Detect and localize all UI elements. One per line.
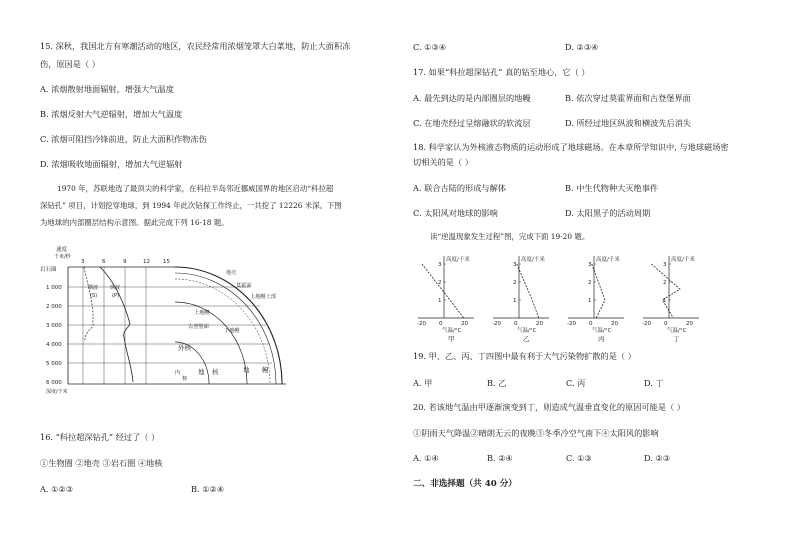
inner-core-label-a: 内 — [175, 370, 181, 376]
q18-option-a: A. 联合古陆的形成与解体 — [413, 183, 506, 193]
section-2-heading: 二、非选择题（共 40 分） — [413, 479, 517, 489]
x-tick-label: -20 — [492, 321, 501, 327]
q17-option-d: D. 所经过地区纵波和横波先后消失 — [565, 118, 692, 128]
y-tick-label: 3 — [663, 262, 667, 268]
q19-option-d: D. 丁 — [644, 378, 664, 388]
y-tick-label: 1 — [588, 298, 592, 304]
gutenberg-label: 古登堡面 — [188, 324, 209, 330]
crust-label: 地壳 — [226, 270, 237, 276]
passage-line3: 为地球的内部圈层结构示意图。据此完成下列 16-18 题。 — [40, 218, 229, 227]
y-axis-label: 高度/千米 — [446, 257, 470, 263]
depth-tick: 4 000 — [46, 342, 62, 348]
q20-options-list: ①阴雨天气降温②晴朗无云的夜晚③冬季冷空气南下④太阳风的影响 — [413, 428, 659, 438]
core-label-a: 地 — [198, 368, 205, 376]
depth-tick: 2 000 — [46, 304, 62, 310]
outer-core-label: 外核 — [178, 344, 191, 352]
q20-option-a: A. ①④ — [413, 453, 439, 463]
mantle-label-b: 幔 — [262, 366, 269, 374]
q18-stem-line2: 切相关的是（ ） — [413, 157, 473, 167]
y-tick-label: 2 — [588, 280, 592, 286]
speed-unit: 千米/秒 — [54, 254, 71, 260]
p-wave-symbol: (P) — [112, 293, 119, 299]
x-tick-label: -20 — [642, 321, 651, 327]
q16-stem: 16. “科拉超深钻孔” 经过了（ ） — [40, 432, 160, 442]
s-wave-label: 横波 — [88, 285, 99, 291]
upper-mantle-top-label: 上地幔上部 — [250, 294, 276, 300]
chart-name-1: 甲 — [448, 335, 455, 343]
q16-option-c: C. ①③④ — [413, 42, 447, 52]
x-tick-label: 20 — [461, 321, 468, 327]
x-axis-label: 气温/°C — [517, 328, 537, 334]
y-tick-label: 3 — [588, 262, 592, 268]
q19-option-a: A. 甲 — [413, 378, 433, 388]
depth-tick: 6 000 — [46, 380, 62, 386]
x-tick-label: 0 — [589, 321, 593, 327]
x-axis-label: 气温/°C — [592, 328, 612, 334]
q15-option-b: B. 浓烟反射大气逆辐射，增加大气温度 — [40, 109, 183, 119]
y-axis-label: 高度/千米 — [521, 257, 545, 263]
q18-option-b: B. 中生代物种大灭绝事件 — [565, 183, 659, 193]
q16-option-b: B. ①②④ — [191, 484, 225, 494]
speed-tick: 6 — [102, 259, 106, 265]
y-tick-label: 3 — [513, 262, 517, 268]
core-label-b: 核 — [212, 368, 219, 376]
q15-option-d: D. 浓烟吸收地面辐射，增加大气逆辐射 — [40, 159, 183, 169]
inversion-charts — [402, 250, 702, 350]
y-tick-label: 1 — [438, 298, 442, 304]
chart-name-4: 丁 — [673, 335, 680, 343]
q20-option-c: C. ①③ — [566, 453, 592, 463]
q17-option-a: A. 最先到达的是内部圈层的地幔 — [413, 93, 531, 103]
lower-mantle-label: 下地幔 — [224, 328, 240, 334]
y-tick-label: 1 — [513, 298, 517, 304]
q16-options-list: ①生物圈 ②地壳 ③岩石圈 ④地核 — [40, 458, 163, 468]
q19-option-b: B. 乙 — [487, 378, 507, 388]
chart-name-2: 乙 — [523, 335, 530, 343]
upper-mantle-label: 上地幔 — [194, 310, 210, 316]
earth-interior-diagram — [40, 242, 300, 402]
q17-stem: 17. 如果“科拉超深钻孔” 真的钻至地心，它（ ） — [413, 67, 590, 77]
mantle-label-a: 地 — [243, 366, 250, 374]
q18-option-d: D. 太阳黑子的活动周期 — [565, 208, 651, 218]
speed-tick: 3 — [81, 259, 85, 265]
passage-line1: 1970 年，苏联地选了最顶尖的科学家，在科拉半岛邻近挪威国界的地区启动“科拉超 — [57, 184, 334, 193]
y-axis-label: 高度/千米 — [671, 257, 695, 263]
q20-stem: 20. 若该地气温由甲逐渐演变到丁，则造成气温垂直变化的原因可能是（ ） — [413, 402, 686, 412]
q20-option-d: D. ②③ — [644, 453, 671, 463]
x-tick-label: 20 — [611, 321, 618, 327]
p-wave-label: 纵波 — [110, 285, 121, 291]
temperature-profile-line — [422, 264, 464, 318]
q19-stem: 19. 甲、乙、丙、丁四图中最有利于大气污染物扩散的是（ ） — [413, 351, 636, 361]
speed-tick: 15 — [163, 259, 170, 265]
temperature-profile-line — [517, 264, 539, 318]
y-tick-label: 3 — [438, 262, 442, 268]
fog-intro: 读“逆温现象发生过程”图，完成下面 19-20 题。 — [430, 232, 590, 241]
passage-line2: 深钻孔” 项目，计划挖穿地球，到 1994 年此次钻探工作终止，一共挖了 12226 米深。下图 — [40, 201, 342, 210]
x-tick-label: 0 — [514, 321, 518, 327]
q15-option-a: A. 浓烟散射地面辐射，增强大气温度 — [40, 84, 174, 94]
x-tick-label: 20 — [536, 321, 543, 327]
y-tick-label: 2 — [663, 280, 667, 286]
y-axis-label: 高度/千米 — [596, 257, 620, 263]
q15-stem-line1: 15. 深秋，我国北方有寒潮活动的地区，农民经常用浓烟笼罩大白菜地，防止大面积冻 — [40, 41, 351, 51]
y-tick-label: 2 — [513, 280, 517, 286]
speed-tick: 12 — [143, 259, 150, 265]
speed-tick: 9 — [123, 259, 127, 265]
depth-tick: 3 000 — [46, 323, 62, 329]
y-tick-label: 1 — [663, 298, 667, 304]
q15-option-c: C. 浓烟可阻挡冷锋前进，防止大面积作物冻伤 — [40, 134, 207, 144]
inner-core-label-b: 核 — [182, 376, 188, 382]
q15-stem-line2: 伤，原因是（ ） — [40, 59, 100, 69]
q19-option-c: C. 丙 — [566, 378, 586, 388]
q18-option-c: C. 太阳风对地球的影响 — [413, 208, 498, 218]
moho-label: 莫霍面 — [236, 283, 252, 289]
y-tick-label: 2 — [438, 280, 442, 286]
x-tick-label: 0 — [664, 321, 668, 327]
q18-stem-line1: 18. 科学家认为外核液态物质的运动形成了地球磁场。在本章所学知识中, 与地球磁场密 — [413, 142, 729, 152]
x-axis-label: 气温/°C — [442, 328, 462, 334]
temperature-profile-line — [651, 264, 680, 318]
q20-option-b: B. ②④ — [487, 453, 513, 463]
q16-option-d: D. ②③④ — [565, 42, 599, 52]
s-wave-symbol: (S) — [90, 293, 98, 299]
x-tick-label: -20 — [417, 321, 426, 327]
q17-option-c: C. 在地壳经过呈熔融状的软流层 — [413, 118, 531, 128]
x-tick-label: 20 — [686, 321, 693, 327]
x-axis-label: 气温/°C — [667, 328, 687, 334]
rock-label: 岩石圈 — [40, 267, 57, 273]
depth-tick: 1 000 — [46, 285, 62, 291]
depth-tick: 5 000 — [46, 361, 62, 367]
x-tick-label: -20 — [567, 321, 576, 327]
q17-option-b: B. 依次穿过莫霍界面和古登堡界面 — [565, 93, 691, 103]
x-tick-label: 0 — [439, 321, 443, 327]
speed-label: 速度 — [56, 247, 68, 253]
q16-option-a: A. ①②③ — [40, 484, 74, 494]
depth-axis-label: 深度/千米 — [46, 389, 68, 395]
chart-name-3: 丙 — [598, 335, 605, 343]
